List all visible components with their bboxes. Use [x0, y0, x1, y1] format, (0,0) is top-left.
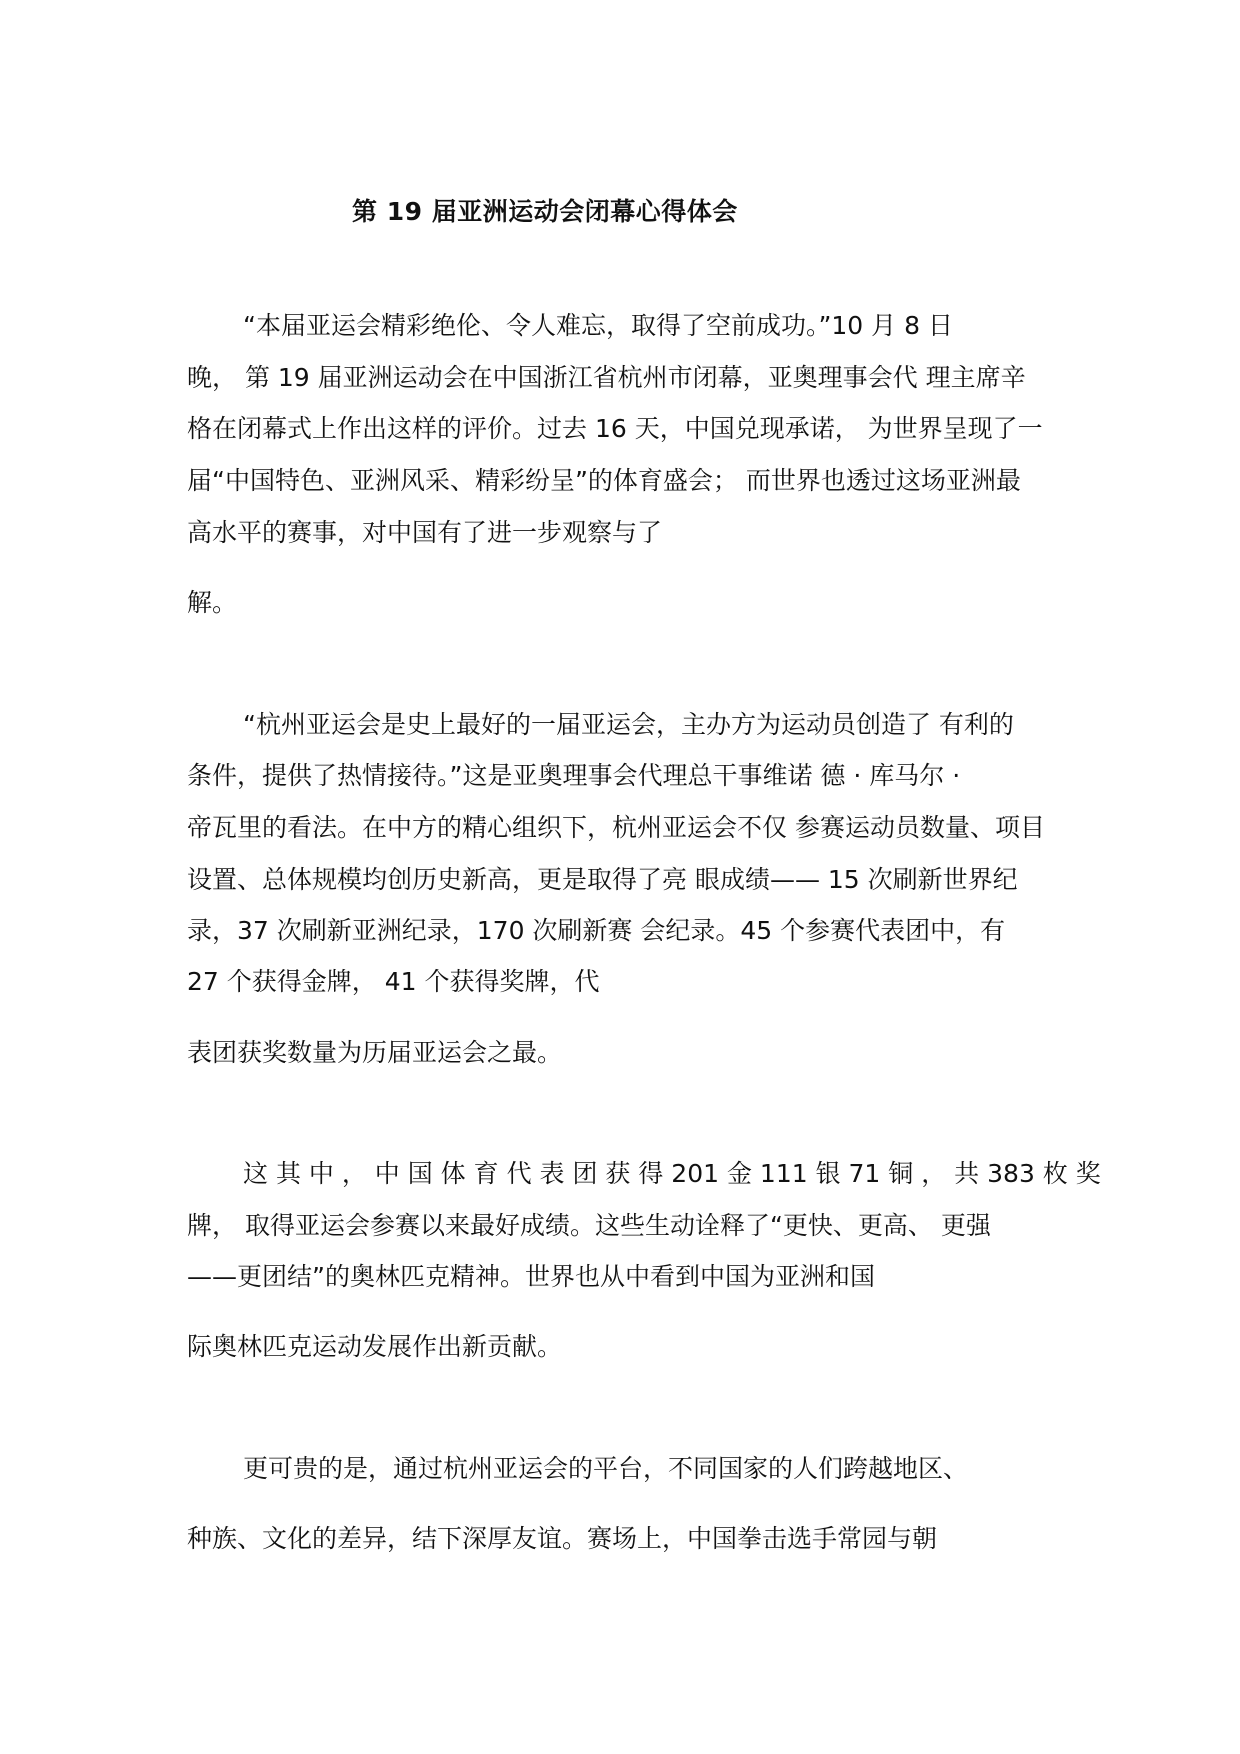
paragraph-2-line-6: 27 个获得金牌， 41 个获得奖牌，代 [187, 967, 600, 996]
paragraph-1-line-2: 晚， 第 19 届亚洲运动会在中国浙江省杭州市闭幕，亚奥理事会代 理主席辛 [187, 363, 1026, 392]
paragraph-2-line-5: 录，37 次刷新亚洲纪录，170 次刷新赛 会纪录。45 个参赛代表团中，有 [187, 916, 1006, 945]
paragraph-1-line-6: 解。 [187, 588, 238, 617]
paragraph-3-line-2: 牌， 取得亚运会参赛以来最好成绩。这些生动诠释了“更快、更高、 更强 [187, 1211, 991, 1240]
document-title: 第 19 届亚洲运动会闭幕心得体会 [352, 197, 738, 226]
paragraph-2-line-3: 帝瓦里的看法。在中方的精心组织下，杭州亚运会不仅 参赛运动员数量、项目 [187, 813, 1045, 842]
paragraph-1-line-3: 格在闭幕式上作出这样的评价。过去 16 天，中国兑现承诺， 为世界呈现了一 [187, 414, 1043, 443]
paragraph-3-line-1: 这 其 中 ， 中 国 体 育 代 表 团 获 得 201 金 111 银 71 铜 ， 共 383 枚 奖 [243, 1159, 1101, 1188]
paragraph-2-line-7: 表团获奖数量为历届亚运会之最。 [187, 1038, 563, 1067]
paragraph-2-line-4: 设置、总体规模均创历史新高，更是取得了亮 眼成绩—— 15 次刷新世界纪 [187, 865, 1018, 894]
paragraph-2-line-2: 条件，提供了热情接待。”这是亚奥理事会代理总干事维诺 德 · 库马尔 · [187, 761, 961, 790]
paragraph-1-line-1: “本届亚运会精彩绝伦、令人难忘，取得了空前成功。”10 月 8 日 [243, 311, 953, 340]
paragraph-2-line-1: “杭州亚运会是史上最好的一届亚运会，主办方为运动员创造了 有利的 [243, 710, 1014, 739]
paragraph-4-line-2: 种族、文化的差异，结下深厚友谊。赛场上，中国拳击选手常园与朝 [187, 1524, 938, 1553]
paragraph-4-line-1: 更可贵的是，通过杭州亚运会的平台，不同国家的人们跨越地区、 [243, 1454, 969, 1483]
paragraph-1-line-4: 届“中国特色、亚洲风采、精彩纷呈”的体育盛会； 而世界也透过这场亚洲最 [187, 466, 1021, 495]
paragraph-3-line-4: 际奥林匹克运动发展作出新贡献。 [187, 1332, 563, 1361]
paragraph-1-line-5: 高水平的赛事，对中国有了进一步观察与了 [187, 518, 663, 547]
paragraph-3-line-3: ——更团结”的奥林匹克精神。世界也从中看到中国为亚洲和国 [187, 1262, 875, 1291]
